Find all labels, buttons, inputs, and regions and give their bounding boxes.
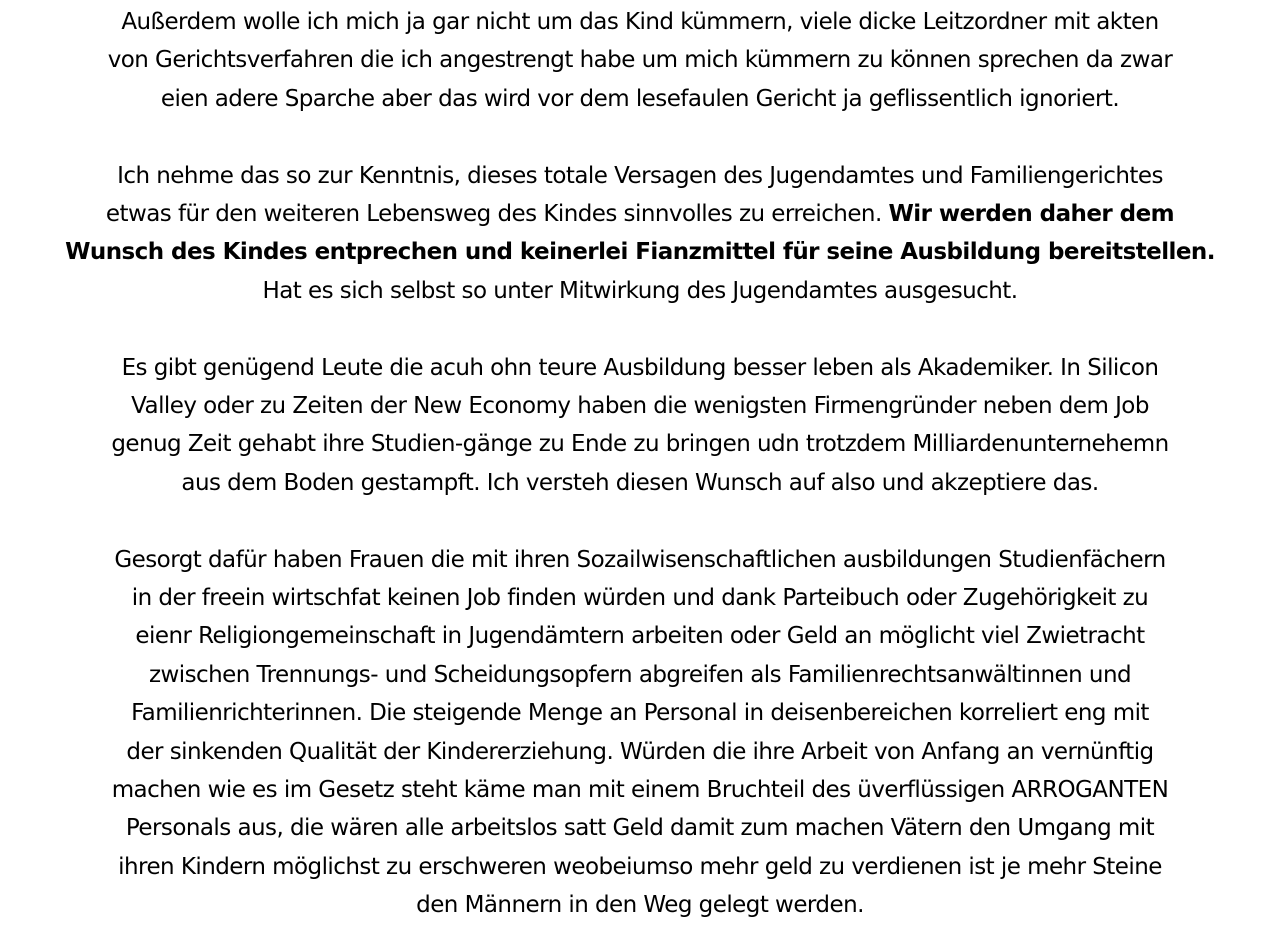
paragraph-spacer — [6, 502, 1274, 540]
paragraph-1 — [6, 3, 1274, 118]
text-line: eienr Religiongemeinschaft in Jugendämtern arbeiten oder Geld an möglicht viel Zwietracht — [135, 623, 1145, 650]
paragraph-2 — [6, 157, 1274, 311]
text-line: zwischen Trennungs- und Scheidungsopfern abgreifen als Familienrechtsanwältinnen und — [148, 661, 1132, 688]
text-line: genug Zeit gehabt ihre Studien-gänge zu Ende zu bringen udn trotzdem Milliardenunternehemn — [111, 431, 1169, 458]
text-line: Valley oder zu Zeiten der New Economy haben die wenigsten Firmengründer neben dem Job — [131, 393, 1149, 420]
text-line: Gesorgt dafür haben Frauen die mit ihren Sozailwisenschaftlichen ausbildungen Studienfächern — [114, 546, 1166, 573]
paragraph-3 — [6, 349, 1274, 503]
bold-text-run: Wir werden daher dem — [888, 201, 1175, 228]
paragraph-4 — [6, 541, 1274, 925]
text-line: Außerdem wolle ich mich ja gar nicht um das Kind kümmern, viele dicke Leitzordner mit akten — [121, 9, 1159, 35]
text-line: aus dem Boden gestampft. Ich versteh diesen Wunsch auf also und akzeptiere das. — [181, 469, 1099, 496]
text-line — [6, 195, 1274, 233]
text-line: Hat es sich selbst so unter Mitwirkung des Jugendamtes ausgesucht. — [262, 277, 1018, 304]
text-run: etwas für den weiteren Lebensweg des Kindes sinnvolles zu erreichen. — [105, 201, 889, 228]
bold-text-run: Wunsch des Kindes entprechen und keinerlei Fianzmittel für seine Ausbildung bereitstellen. — [65, 239, 1215, 266]
text-line: der sinkenden Qualität der Kindererziehung. Würden die ihre Arbeit von Anfang an vernünftig — [126, 738, 1154, 765]
text-line: von Gerichtsverfahren die ich angestrengt habe um mich kümmern zu können sprechen da zwar — [107, 47, 1173, 74]
text-line: Personals aus, die wären alle arbeitslos satt Geld damit zum machen Vätern den Umgang mit — [125, 815, 1155, 842]
text-line: den Männern in den Weg gelegt werden. — [416, 892, 864, 919]
paragraph-spacer — [6, 310, 1274, 348]
text-line: Familienrichterinnen. Die steigende Menge an Personal in deisenbereichen korreliert eng mit — [131, 700, 1149, 727]
text-line: Es gibt genügend Leute die acuh ohn teure Ausbildung besser leben als Akademiker. In Silicon — [121, 354, 1159, 381]
text-line: eien adere Sparche aber das wird vor dem lesefaulen Gericht ja geflissentlich ignoriert. — [160, 85, 1120, 112]
text-line: in der freein wirtschfat keinen Job finden würden und dank Parteibuch oder Zugehörigkeit zu — [131, 585, 1149, 612]
text-line: ihren Kindern möglichst zu erschweren weobeiumso mehr geld zu verdienen ist je mehr Steine — [118, 853, 1162, 880]
text-line: Ich nehme das so zur Kenntnis, dieses totale Versagen des Jugendamtes und Familiengerichtes — [117, 162, 1163, 189]
text-line: machen wie es im Gesetz steht käme man mit einem Bruchteil des üverflüssigen ARROGANTEN — [111, 777, 1169, 804]
text-line — [6, 233, 1274, 271]
paragraph-spacer — [6, 118, 1274, 156]
